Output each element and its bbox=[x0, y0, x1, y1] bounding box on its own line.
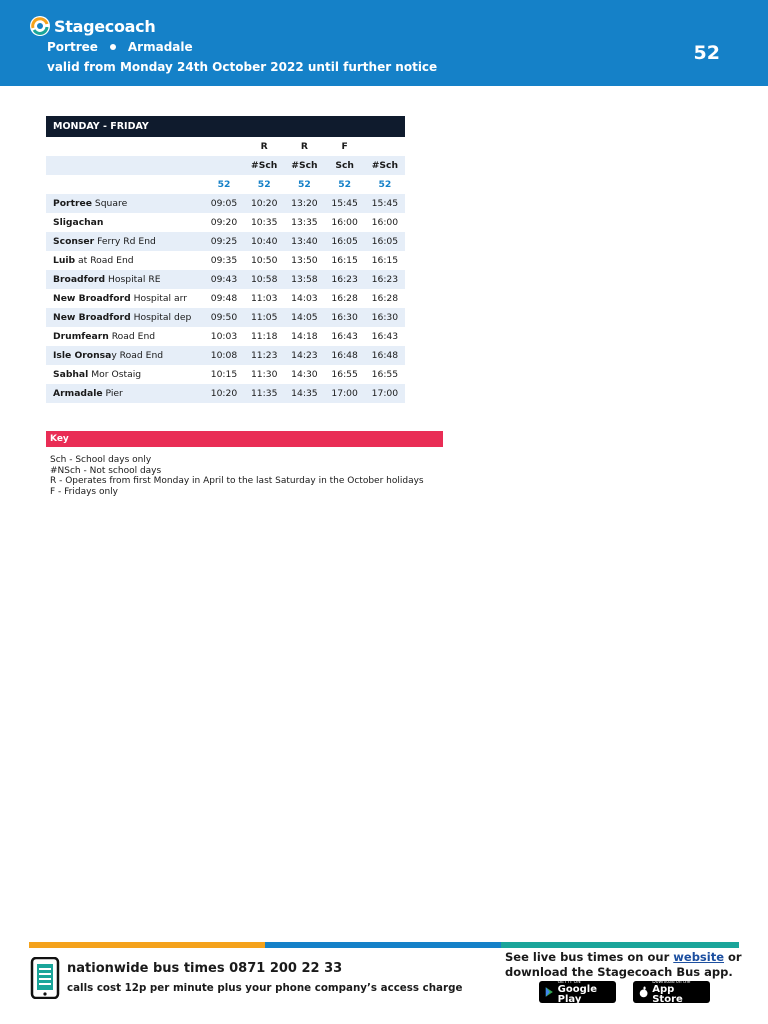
key-heading: Key bbox=[46, 431, 443, 447]
stop-name: New Broadford Hospital arr bbox=[46, 289, 204, 308]
departure-time: 11:03 bbox=[244, 289, 284, 308]
google-play-icon bbox=[545, 986, 554, 998]
google-badge-small: GET IT ON bbox=[557, 979, 581, 985]
day-heading-row bbox=[46, 116, 405, 137]
departure-time: 09:20 bbox=[204, 213, 244, 232]
stop-name: Sligachan bbox=[46, 213, 204, 232]
departure-time: 10:15 bbox=[204, 365, 244, 384]
table-row bbox=[46, 270, 405, 289]
departure-time: 11:18 bbox=[244, 327, 284, 346]
service-number-cell: 52 bbox=[284, 175, 324, 194]
departure-time: 10:03 bbox=[204, 327, 244, 346]
stop-name: Portree Square bbox=[46, 194, 204, 213]
restriction-cell: R bbox=[244, 137, 284, 156]
departure-time: 16:00 bbox=[365, 213, 405, 232]
day-heading: MONDAY - FRIDAY bbox=[46, 116, 405, 137]
table-row bbox=[46, 365, 405, 384]
table-row bbox=[46, 194, 405, 213]
departure-time: 16:15 bbox=[365, 251, 405, 270]
route-number: 52 bbox=[693, 42, 720, 64]
departure-time: 09:25 bbox=[204, 232, 244, 251]
stop-name: Drumfearn Road End bbox=[46, 327, 204, 346]
departure-time: 14:30 bbox=[284, 365, 324, 384]
departure-time: 10:20 bbox=[244, 194, 284, 213]
service-number-row bbox=[46, 175, 405, 194]
departure-time: 10:08 bbox=[204, 346, 244, 365]
table-row bbox=[46, 213, 405, 232]
apple-icon bbox=[639, 986, 648, 998]
key-item: R - Operates from first Monday in April to the last Saturday in the October holidays bbox=[50, 476, 424, 486]
google-play-badge[interactable] bbox=[539, 981, 616, 1003]
departure-time: 13:20 bbox=[284, 194, 324, 213]
restriction-row bbox=[46, 137, 405, 156]
departure-time: 13:50 bbox=[284, 251, 324, 270]
stop-name: Broadford Hospital RE bbox=[46, 270, 204, 289]
phone-icon bbox=[30, 957, 60, 999]
departure-time: 16:28 bbox=[325, 289, 365, 308]
key-item: Sch - School days only bbox=[50, 455, 152, 465]
departure-time: 09:35 bbox=[204, 251, 244, 270]
live-times-text: See live bus times on our website or download the Stagecoach Bus app. bbox=[505, 950, 742, 979]
restriction-cell bbox=[365, 137, 405, 156]
departure-time: 13:58 bbox=[284, 270, 324, 289]
departure-time: 16:30 bbox=[325, 308, 365, 327]
table-row bbox=[46, 289, 405, 308]
departure-time: 16:48 bbox=[325, 346, 365, 365]
condition-cell bbox=[204, 156, 244, 175]
departure-time: 11:05 bbox=[244, 308, 284, 327]
departure-time: 16:43 bbox=[365, 327, 405, 346]
timetable bbox=[46, 116, 405, 403]
departure-time: 16:28 bbox=[365, 289, 405, 308]
apple-badge-big: App Store bbox=[652, 983, 683, 1005]
stop-name: Luib at Road End bbox=[46, 251, 204, 270]
header-banner bbox=[0, 0, 768, 86]
departure-time: 17:00 bbox=[365, 384, 405, 403]
stop-name: New Broadford Hospital dep bbox=[46, 308, 204, 327]
restriction-cell: R bbox=[284, 137, 324, 156]
departure-time: 14:03 bbox=[284, 289, 324, 308]
departure-time: 09:05 bbox=[204, 194, 244, 213]
route-destination: Armadale bbox=[127, 40, 193, 54]
service-number-cell: 52 bbox=[204, 175, 244, 194]
departure-time: 13:35 bbox=[284, 213, 324, 232]
departure-time: 10:20 bbox=[204, 384, 244, 403]
condition-row bbox=[46, 156, 405, 175]
service-number-cell: 52 bbox=[365, 175, 405, 194]
departure-time: 14:35 bbox=[284, 384, 324, 403]
route-endpoints bbox=[47, 40, 193, 54]
departure-time: 09:48 bbox=[204, 289, 244, 308]
footer-color-strip bbox=[29, 942, 739, 948]
departure-time: 16:43 bbox=[325, 327, 365, 346]
stop-name: Isle Oronsay Road End bbox=[46, 346, 204, 365]
restriction-cell bbox=[204, 137, 244, 156]
condition-cell: #Sch bbox=[244, 156, 284, 175]
validity-text: valid from Monday 24th October 2022 until further notice bbox=[47, 60, 438, 74]
app-store-badge[interactable] bbox=[633, 981, 710, 1003]
departure-time: 10:40 bbox=[244, 232, 284, 251]
departure-time: 13:40 bbox=[284, 232, 324, 251]
departure-time: 16:55 bbox=[365, 365, 405, 384]
departure-time: 16:23 bbox=[325, 270, 365, 289]
departure-time: 16:05 bbox=[325, 232, 365, 251]
departure-time: 15:45 bbox=[325, 194, 365, 213]
table-row bbox=[46, 346, 405, 365]
apple-badge-small: Download on the bbox=[652, 979, 691, 985]
key-item: F - Fridays only bbox=[50, 486, 119, 497]
service-number-cell: 52 bbox=[244, 175, 284, 194]
departure-time: 11:35 bbox=[244, 384, 284, 403]
departure-time: 16:00 bbox=[325, 213, 365, 232]
website-link[interactable]: website bbox=[673, 950, 725, 964]
stop-name: Sconser Ferry Rd End bbox=[46, 232, 204, 251]
nationwide-phone-text: nationwide bus times 0871 200 22 33 bbox=[67, 961, 343, 976]
departure-time: 11:30 bbox=[244, 365, 284, 384]
departure-time: 14:23 bbox=[284, 346, 324, 365]
condition-cell: #Sch bbox=[365, 156, 405, 175]
strip-segment bbox=[265, 942, 501, 948]
stop-name: Sabhal Mor Ostaig bbox=[46, 365, 204, 384]
service-number-cell: 52 bbox=[325, 175, 365, 194]
departure-time: 16:15 bbox=[325, 251, 365, 270]
departure-time: 16:23 bbox=[365, 270, 405, 289]
departure-time: 11:23 bbox=[244, 346, 284, 365]
call-cost-text: calls cost 12p per minute plus your phone company’s access charge bbox=[67, 982, 463, 994]
table-row bbox=[46, 384, 405, 403]
table-row bbox=[46, 327, 405, 346]
departure-time: 16:05 bbox=[365, 232, 405, 251]
restriction-cell: F bbox=[325, 137, 365, 156]
brand bbox=[29, 14, 155, 38]
departure-time: 16:30 bbox=[365, 308, 405, 327]
departure-time: 16:55 bbox=[325, 365, 365, 384]
route-separator-dot bbox=[110, 44, 116, 50]
departure-time: 14:18 bbox=[284, 327, 324, 346]
condition-cell: #Sch bbox=[284, 156, 324, 175]
table-row bbox=[46, 308, 405, 327]
stagecoach-logo-icon bbox=[29, 15, 51, 37]
departure-time: 10:58 bbox=[244, 270, 284, 289]
departure-time: 09:50 bbox=[204, 308, 244, 327]
stop-name: Armadale Pier bbox=[46, 384, 204, 403]
departure-time: 14:05 bbox=[284, 308, 324, 327]
departure-time: 09:43 bbox=[204, 270, 244, 289]
departure-time: 16:48 bbox=[365, 346, 405, 365]
departure-time: 10:35 bbox=[244, 213, 284, 232]
departure-time: 17:00 bbox=[325, 384, 365, 403]
google-badge-big: Google Play bbox=[557, 983, 597, 1005]
departure-time: 10:50 bbox=[244, 251, 284, 270]
key-list bbox=[50, 455, 424, 497]
route-origin: Portree bbox=[47, 40, 98, 54]
table-row bbox=[46, 251, 405, 270]
brand-name: Stagecoach bbox=[54, 16, 156, 36]
table-row bbox=[46, 232, 405, 251]
strip-segment bbox=[501, 942, 739, 948]
condition-cell: Sch bbox=[325, 156, 365, 175]
strip-segment bbox=[29, 942, 265, 948]
key-item: #NSch - Not school days bbox=[50, 465, 162, 476]
departure-time: 15:45 bbox=[365, 194, 405, 213]
